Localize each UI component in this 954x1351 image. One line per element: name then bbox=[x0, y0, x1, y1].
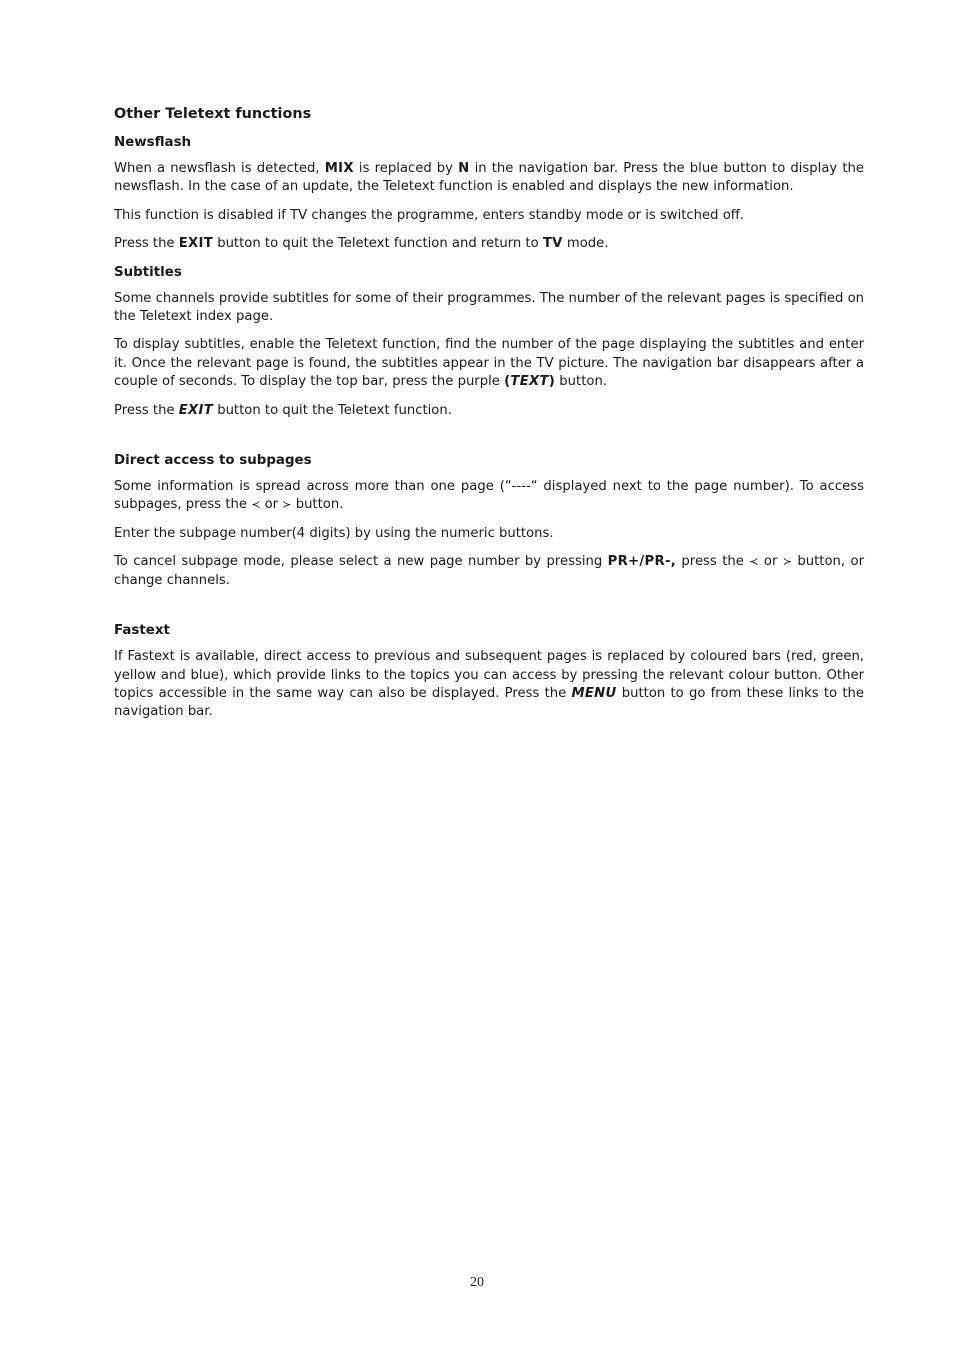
subpages-paragraph-1: Some information is spread across more than one page (“----“ displayed next to the page number). To access subpages, press the ≺ or ≻ button. bbox=[114, 479, 864, 513]
fastext-heading: Fastext bbox=[114, 623, 170, 639]
left-arrow-icon: ≺ bbox=[251, 498, 261, 512]
subpages-heading: Direct access to subpages bbox=[114, 453, 312, 469]
menu-key: MENU bbox=[571, 685, 617, 701]
pr-keys: PR+/PR-, bbox=[607, 554, 677, 570]
right-arrow-icon: ≻ bbox=[282, 498, 292, 512]
left-arrow-icon: ≺ bbox=[749, 555, 759, 569]
document-page bbox=[114, 104, 864, 732]
exit-key: EXIT bbox=[178, 402, 214, 418]
text-key: TEXT bbox=[510, 374, 549, 390]
newsflash-paragraph-2: This function is disabled if TV changes the programme, enters standby mode or is switched off. bbox=[114, 207, 745, 223]
subpages-paragraph-3: To cancel subpage mode, please select a new page number by pressing PR+/PR-, press the ≺ or ≻ button, or change channels. bbox=[114, 554, 864, 588]
exit-key: EXIT bbox=[178, 236, 214, 252]
subpages-paragraph-2: Enter the subpage number(4 digits) by using the numeric buttons. bbox=[114, 525, 554, 541]
section-title: Other Teletext functions bbox=[114, 106, 312, 122]
subtitles-paragraph-3: Press the EXIT button to quit the Teletext function. bbox=[114, 402, 452, 418]
section-spacer bbox=[114, 430, 864, 452]
mix-key: MIX bbox=[324, 161, 354, 176]
fastext-paragraph-1: If Fastext is available, direct access to previous and subsequent pages is replaced by coloured bars (red, green, yellow and blue), which provide links to the topics you can access by pressing the relevant colour button. Other topics accessible in the same way can also be displayed. Press the MENU button to go from these links to the navigation bar. bbox=[114, 649, 864, 720]
right-arrow-icon: ≻ bbox=[782, 555, 792, 569]
section-spacer bbox=[114, 600, 864, 622]
subtitles-heading: Subtitles bbox=[114, 264, 182, 280]
newsflash-paragraph-3: Press the EXIT button to quit the Teletext function and return to TV mode. bbox=[114, 236, 609, 252]
newsflash-paragraph-1: When a newsflash is detected, MIX is replaced by N in the navigation bar. Press the blue button to display the newsflash. In the case of an update, the Teletext function is enabled and displays the new information. bbox=[114, 161, 864, 195]
subtitles-paragraph-2: To display subtitles, enable the Teletext function, find the number of the page displaying the subtitles and enter it. Once the relevant page is found, the subtitles appear in the TV picture. The navigation bar disappears after a couple of seconds. To display the top bar, press the purple (TEXT) button. bbox=[114, 337, 864, 390]
page-number: 20 bbox=[470, 1275, 484, 1290]
newsflash-heading: Newsflash bbox=[114, 135, 192, 150]
tv-key: TV bbox=[542, 236, 563, 252]
subtitles-paragraph-1: Some channels provide subtitles for some of their programmes. The number of the relevant pages is specified on the Teletext index page. bbox=[114, 290, 864, 325]
n-key: N bbox=[458, 161, 470, 176]
